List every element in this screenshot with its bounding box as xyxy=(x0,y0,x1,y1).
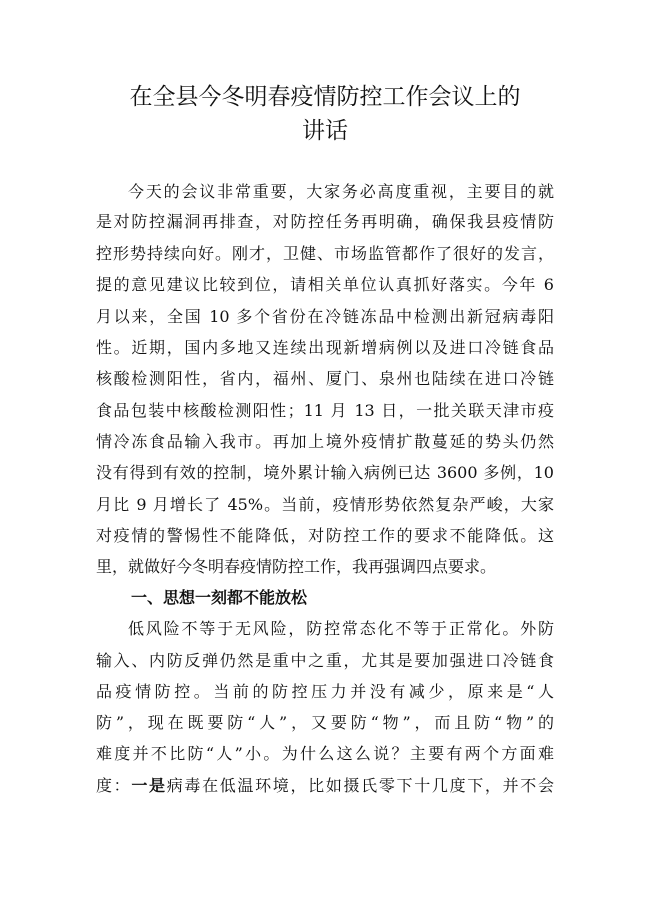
paragraph-line: 提的意见建议比较到位，请相关单位认真抓好落实。今年 6 xyxy=(96,275,554,294)
paragraph-line: 控形势持续向好。刚才，卫健、市场监管都作了很好的发言， xyxy=(96,244,554,263)
paragraph-line: 没有得到有效的控制，境外累计输入病例已达 3600 多例，10 xyxy=(96,463,554,482)
paragraph-line: 输入、内防反弹仍然是重中之重，尤其是要加强进口冷链食 xyxy=(96,651,554,670)
section-heading-1: 一、思想一刻都不能放松 xyxy=(131,588,308,607)
paragraph-line: 低风险不等于无风险，防控常态化不等于正常化。外防 xyxy=(128,619,554,638)
paragraph-line: 今天的会议非常重要，大家务必高度重视，主要目的就 xyxy=(128,182,554,201)
paragraph-line: 是对防控漏洞再排查，对防控任务再明确，确保我县疫情防 xyxy=(96,212,554,231)
paragraph-line: 防”，现在既要防“人”，又要防“物”，而且防“物”的 xyxy=(96,713,554,732)
paragraph-line: 月以来，全国 10 多个省份在冷链冻品中检测出新冠病毒阳 xyxy=(96,307,554,326)
paragraph-line-mixed xyxy=(96,769,554,803)
paragraph-line: 情冷冻食品输入我市。再加上境外疫情扩散蔓延的势头仍然 xyxy=(96,432,554,451)
paragraph-line: 品疫情防控。当前的防控压力并没有减少，原来是“人 xyxy=(96,682,554,701)
paragraph-line: 食品包装中核酸检测阳性；11 月 13 日，一批关联天津市疫 xyxy=(96,401,554,420)
document-title-line-1: 在全县今冬明春疫情防控工作会议上的 xyxy=(129,84,521,110)
paragraph-line: 核酸检测阳性，省内，福州、厦门、泉州也陆续在进口冷链 xyxy=(96,369,554,388)
paragraph-line: 难度并不比防“人”小。为什么这么说？主要有两个方面难 xyxy=(96,744,554,763)
document-title-line-2: 讲话 xyxy=(302,118,348,144)
paragraph-line: 月比 9 月增长了 45%。当前，疫情形势依然复杂严峻，大家 xyxy=(96,495,554,514)
emphasis-first-point: 一是 xyxy=(131,776,167,795)
paragraph-line: 性。近期，国内多地又连续出现新增病例以及进口冷链食品 xyxy=(96,338,554,357)
paragraph-line: 对疫情的警惕性不能降低，对防控工作的要求不能降低。这 xyxy=(96,526,554,545)
paragraph-line: 里，就做好今冬明春疫情防控工作，我再强调四点要求。 xyxy=(96,557,497,576)
line-rest: 病毒在低温环境，比如摄氏零下十几度下，并不会 xyxy=(166,776,554,795)
line-prefix: 度： xyxy=(96,776,132,795)
